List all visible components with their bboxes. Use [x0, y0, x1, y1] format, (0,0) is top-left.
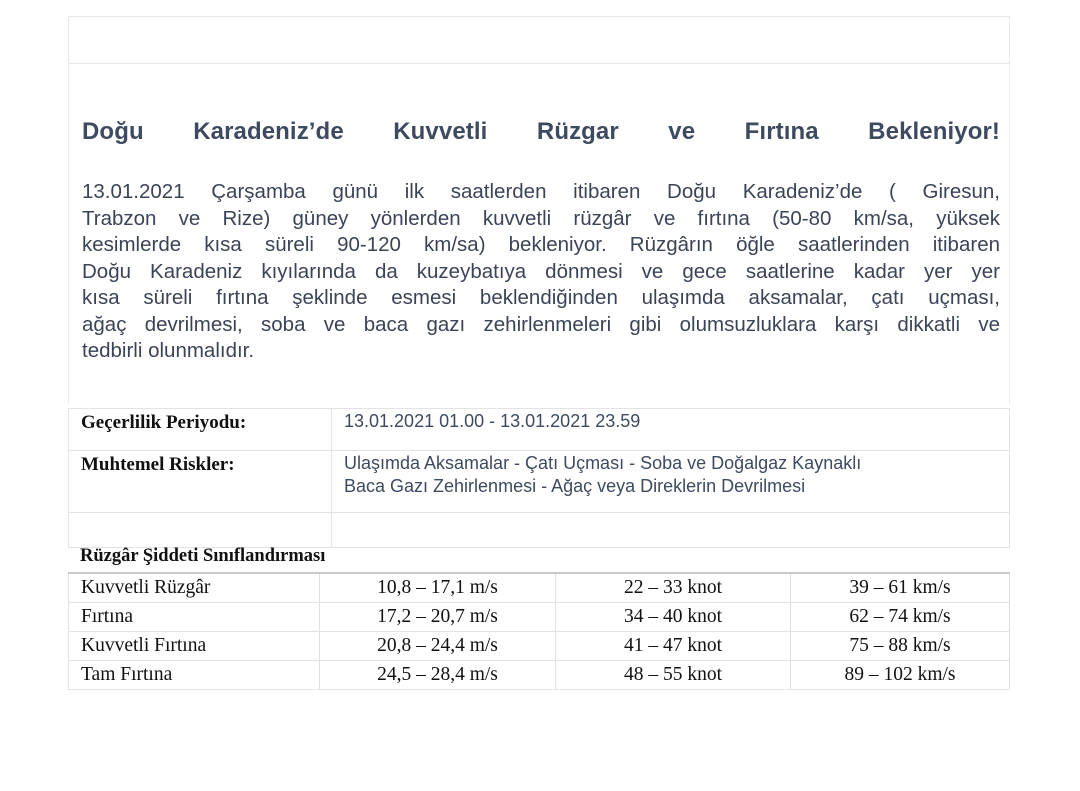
table-row: [69, 573, 1010, 603]
body-line: 13.01.2021 Çarşamba günü ilk saatlerden itibaren Doğu Karadeniz’de ( Giresun,: [82, 180, 1000, 203]
risks-line: Baca Gazı Zehirlenmesi - Ağaç veya Direklerin Devrilmesi: [344, 476, 806, 496]
classification-title: Rüzgâr Şiddeti Sınıflandırması: [80, 546, 326, 566]
risks-line: Ulaşımda Aksamalar - Çatı Uçması - Soba ve Doğalgaz Kaynaklı: [344, 453, 862, 473]
category-cell: Fırtına: [69, 603, 320, 632]
table-row: [69, 632, 1010, 661]
validity-label: Geçerlilik Periyodu:: [69, 409, 332, 451]
category-cell: Kuvvetli Rüzgâr: [69, 573, 320, 603]
validity-value: 13.01.2021 01.00 - 13.01.2021 23.59: [332, 409, 1010, 451]
kms-cell: 75 – 88 km/s: [791, 632, 1010, 661]
kms-cell: 39 – 61 km/s: [791, 573, 1010, 603]
category-cell: Kuvvetli Fırtına: [69, 632, 320, 661]
body-line: ağaç devrilmesi, soba ve baca gazı zehirlenmeleri gibi olumsuzluklara karşı dikkatli ve: [82, 312, 1000, 336]
body-line: kesimlerde kısa süreli 90-120 km/sa) bekleniyor. Rüzgârın öğle saatlerinden itibaren: [82, 233, 1000, 256]
empty-cell: [69, 513, 332, 548]
warning-body: [82, 179, 1000, 365]
category-cell: Tam Fırtına: [69, 661, 320, 690]
body-line: tedbirli olunmalıdır.: [82, 339, 255, 362]
empty-cell: [332, 513, 1010, 548]
warning-document: [68, 16, 1010, 688]
knot-cell: 34 – 40 knot: [556, 603, 791, 632]
header-band: [68, 16, 1010, 64]
table-row: [69, 661, 1010, 690]
risks-row: [69, 451, 1010, 513]
risks-label: Muhtemel Riskler:: [69, 451, 332, 513]
ms-cell: 24,5 – 28,4 m/s: [320, 661, 556, 690]
body-line: Doğu Karadeniz kıyılarında da kuzeybatıya dönmesi ve gece saatlerine kadar yer yer: [82, 259, 1000, 283]
validity-row: [69, 409, 1010, 451]
knot-cell: 41 – 47 knot: [556, 632, 791, 661]
ms-cell: 10,8 – 17,1 m/s: [320, 573, 556, 603]
knot-cell: 48 – 55 knot: [556, 661, 791, 690]
body-line: Trabzon ve Rize) güney yönlerden kuvvetli rüzgâr ve fırtına (50-80 km/sa, yüksek: [82, 206, 1000, 230]
risks-value: [332, 451, 1010, 513]
ms-cell: 17,2 – 20,7 m/s: [320, 603, 556, 632]
knot-cell: 22 – 33 knot: [556, 573, 791, 603]
body-line: kısa süreli fırtına şeklinde esmesi beklendiğinden ulaşımda aksamalar, çatı uçması,: [82, 286, 1000, 309]
kms-cell: 62 – 74 km/s: [791, 603, 1010, 632]
warning-headline: Doğu Karadeniz’de Kuvvetli Rüzgar ve Fırtına Bekleniyor!: [82, 118, 1000, 145]
ms-cell: 20,8 – 24,4 m/s: [320, 632, 556, 661]
info-table: [68, 408, 1010, 548]
kms-cell: 89 – 102 km/s: [791, 661, 1010, 690]
empty-row: [69, 513, 1010, 548]
table-row: [69, 603, 1010, 632]
classification-table: [68, 572, 1010, 690]
